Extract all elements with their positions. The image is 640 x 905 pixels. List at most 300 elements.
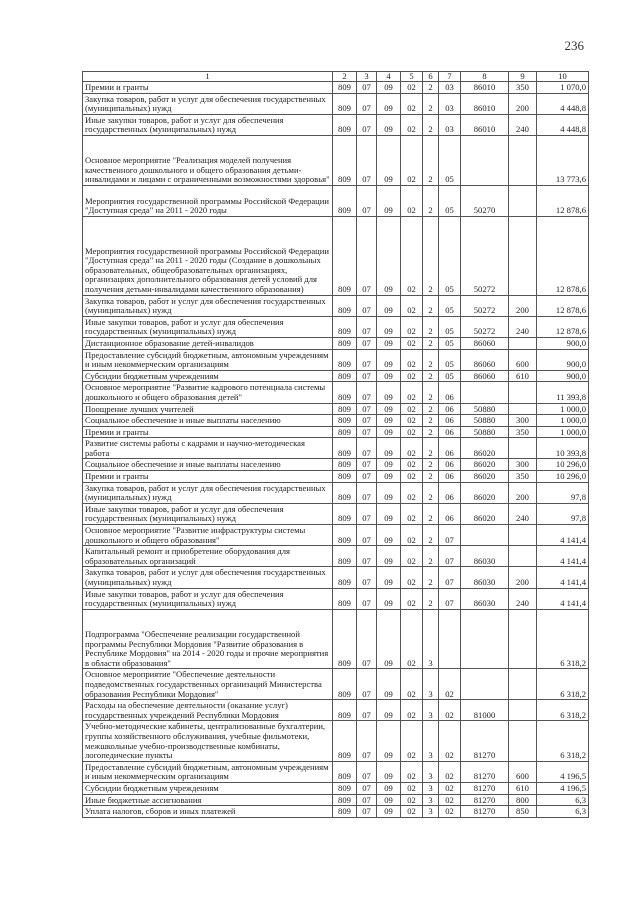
chapter-code: 07: [357, 503, 377, 524]
row-name: Основное мероприятие "Обеспечение деятельности подведомственных государственных организаций Министерства образования Республики Мордовия": [83, 669, 333, 700]
row-name: Развитие системы работы с кадрами и научно-методическая работа: [83, 438, 333, 459]
event-code: 02: [439, 700, 461, 721]
amount: 12 878,6: [537, 295, 589, 316]
chapter-code: 07: [357, 114, 377, 135]
event-code: 05: [439, 370, 461, 382]
expense-type-code: 600: [509, 349, 537, 370]
chapter-code: 07: [357, 546, 377, 567]
amount: 10 296,0: [537, 471, 589, 483]
section-code: 809: [333, 471, 357, 483]
expense-type-code: 240: [509, 114, 537, 135]
amount: 6 318,2: [537, 609, 589, 669]
direction-code: 81270: [461, 806, 509, 818]
amount: 1 070,0: [537, 82, 589, 94]
chapter-code: 07: [357, 459, 377, 471]
row-name: Закупка товаров, работ и услуг для обеспечения государственных (муниципальных) нужд: [83, 482, 333, 503]
subprogram-code: 2: [423, 382, 439, 403]
amount: 13 773,6: [537, 135, 589, 185]
table-row: [83, 482, 589, 503]
event-code: 05: [439, 216, 461, 295]
event-code: 07: [439, 525, 461, 546]
direction-code: 86010: [461, 93, 509, 114]
row-name: Расходы на обеспечение деятельности (оказание услуг) государственных учреждений Республики Мордовия: [83, 700, 333, 721]
direction-code: 86060: [461, 337, 509, 349]
expense-type-code: [509, 382, 537, 403]
subprogram-code: 2: [423, 93, 439, 114]
expense-type-code: [509, 403, 537, 415]
subsection-code: 09: [377, 114, 401, 135]
event-code: 06: [439, 382, 461, 403]
program-code: 02: [401, 459, 423, 471]
amount: 12 878,6: [537, 316, 589, 337]
row-name: Основное мероприятие "Реализация моделей получения качественного дошкольного и общего образования детьми-инвалидами и лицами с ограниченными возможностями здоровья": [83, 135, 333, 185]
chapter-code: 07: [357, 337, 377, 349]
subprogram-code: 3: [423, 794, 439, 806]
subsection-code: 09: [377, 93, 401, 114]
event-code: 02: [439, 669, 461, 700]
program-code: 02: [401, 546, 423, 567]
expense-type-code: 350: [509, 426, 537, 438]
subsection-code: 09: [377, 471, 401, 483]
column-header-5: 5: [401, 72, 423, 82]
row-name: Социальное обеспечение и иные выплаты населению: [83, 415, 333, 427]
direction-code: [461, 382, 509, 403]
amount: 97,8: [537, 503, 589, 524]
event-code: 06: [439, 403, 461, 415]
program-code: 02: [401, 782, 423, 794]
expense-type-code: 350: [509, 471, 537, 483]
section-code: 809: [333, 426, 357, 438]
event-code: 03: [439, 82, 461, 94]
row-name: Премии и гранты: [83, 471, 333, 483]
section-code: 809: [333, 700, 357, 721]
event-code: 05: [439, 135, 461, 185]
subsection-code: 09: [377, 609, 401, 669]
amount: 900,0: [537, 349, 589, 370]
direction-code: 50272: [461, 316, 509, 337]
row-name: Дистанционное образование детей-инвалидов: [83, 337, 333, 349]
direction-code: 50880: [461, 426, 509, 438]
direction-code: 86030: [461, 588, 509, 609]
program-code: 02: [401, 438, 423, 459]
row-name: Закупка товаров, работ и услуг для обеспечения государственных (муниципальных) нужд: [83, 93, 333, 114]
row-name: Субсидии бюджетным учреждениям: [83, 370, 333, 382]
row-name: Иные закупки товаров, работ и услуг для обеспечения государственных (муниципальных) нужд: [83, 316, 333, 337]
column-header-4: 4: [377, 72, 401, 82]
program-code: 02: [401, 669, 423, 700]
program-code: 02: [401, 567, 423, 588]
row-name: Поощрение лучших учителей: [83, 403, 333, 415]
direction-code: 86020: [461, 471, 509, 483]
direction-code: 81270: [461, 782, 509, 794]
program-code: 02: [401, 471, 423, 483]
program-code: 02: [401, 525, 423, 546]
expense-type-code: [509, 185, 537, 216]
direction-code: 86020: [461, 459, 509, 471]
table-row: [83, 114, 589, 135]
section-code: 809: [333, 609, 357, 669]
expense-type-code: 240: [509, 588, 537, 609]
table-row: [83, 525, 589, 546]
subprogram-code: 3: [423, 806, 439, 818]
program-code: 02: [401, 370, 423, 382]
subprogram-code: 2: [423, 185, 439, 216]
amount: 4 196,5: [537, 761, 589, 782]
section-code: 809: [333, 806, 357, 818]
table-row: [83, 438, 589, 459]
row-name: Иные закупки товаров, работ и услуг для обеспечения государственных (муниципальных) нужд: [83, 503, 333, 524]
section-code: 809: [333, 669, 357, 700]
section-code: 809: [333, 438, 357, 459]
chapter-code: 07: [357, 438, 377, 459]
table-row: [83, 806, 589, 818]
chapter-code: 07: [357, 588, 377, 609]
chapter-code: 07: [357, 382, 377, 403]
expense-type-code: [509, 669, 537, 700]
column-header-10: 10: [537, 72, 589, 82]
row-name: Уплата налогов, сборов и иных платежей: [83, 806, 333, 818]
subsection-code: 09: [377, 459, 401, 471]
table-row: [83, 370, 589, 382]
table-row: [83, 794, 589, 806]
direction-code: 50880: [461, 415, 509, 427]
section-code: 809: [333, 525, 357, 546]
direction-code: 50880: [461, 403, 509, 415]
table-row: [83, 471, 589, 483]
direction-code: [461, 135, 509, 185]
amount: 4 141,4: [537, 567, 589, 588]
chapter-code: 07: [357, 295, 377, 316]
program-code: 02: [401, 337, 423, 349]
row-name: Подпрограмма "Обеспечение реализации государственной программы Республики Мордовия "Развитие образования в Республике Мордовия" на 2014 - 2020 годы и прочие мероприятия в области образования": [83, 609, 333, 669]
section-code: 809: [333, 114, 357, 135]
table-row: [83, 609, 589, 669]
chapter-code: 07: [357, 216, 377, 295]
event-code: 02: [439, 761, 461, 782]
column-header-3: 3: [357, 72, 377, 82]
chapter-code: 07: [357, 525, 377, 546]
chapter-code: 07: [357, 669, 377, 700]
table-row: [83, 782, 589, 794]
direction-code: [461, 669, 509, 700]
subsection-code: 09: [377, 185, 401, 216]
direction-code: 81270: [461, 721, 509, 761]
section-code: 809: [333, 415, 357, 427]
table-row: [83, 588, 589, 609]
expense-type-code: 800: [509, 794, 537, 806]
program-code: 02: [401, 761, 423, 782]
row-name: Учебно-методические кабинеты, централизованные бухгалтерии, группы хозяйственного обслуживания, учебные фильмотеки, межшкольные учебно-производственные комбинаты, логопедические пункты: [83, 721, 333, 761]
section-code: 809: [333, 337, 357, 349]
program-code: 02: [401, 609, 423, 669]
row-name: Закупка товаров, работ и услуг для обеспечения государственных (муниципальных) нужд: [83, 295, 333, 316]
row-name: Премии и гранты: [83, 82, 333, 94]
subprogram-code: 2: [423, 588, 439, 609]
table-row: [83, 721, 589, 761]
amount: 6 318,2: [537, 700, 589, 721]
table-row: [83, 459, 589, 471]
event-code: 03: [439, 93, 461, 114]
direction-code: 86020: [461, 503, 509, 524]
subprogram-code: 2: [423, 438, 439, 459]
program-code: 02: [401, 482, 423, 503]
program-code: 02: [401, 216, 423, 295]
subprogram-code: 2: [423, 567, 439, 588]
event-code: [439, 609, 461, 669]
section-code: 809: [333, 295, 357, 316]
section-code: 809: [333, 82, 357, 94]
subsection-code: 09: [377, 721, 401, 761]
chapter-code: 07: [357, 82, 377, 94]
program-code: 02: [401, 806, 423, 818]
table-row: [83, 316, 589, 337]
section-code: 809: [333, 782, 357, 794]
event-code: 02: [439, 721, 461, 761]
amount: 6 318,2: [537, 721, 589, 761]
expense-type-code: 200: [509, 93, 537, 114]
subsection-code: 09: [377, 525, 401, 546]
subsection-code: 09: [377, 503, 401, 524]
expense-type-code: [509, 135, 537, 185]
chapter-code: 07: [357, 316, 377, 337]
column-header-8: 8: [461, 72, 509, 82]
subprogram-code: 3: [423, 721, 439, 761]
subsection-code: 09: [377, 782, 401, 794]
program-code: 02: [401, 185, 423, 216]
chapter-code: 07: [357, 721, 377, 761]
direction-code: 86010: [461, 114, 509, 135]
subprogram-code: 2: [423, 426, 439, 438]
section-code: 809: [333, 503, 357, 524]
subsection-code: 09: [377, 349, 401, 370]
subprogram-code: 3: [423, 669, 439, 700]
table-row: [83, 503, 589, 524]
row-name: Предоставление субсидий бюджетным, автономным учреждениям и иным некоммерческим организациям: [83, 761, 333, 782]
section-code: 809: [333, 794, 357, 806]
amount: 97,8: [537, 482, 589, 503]
subsection-code: 09: [377, 370, 401, 382]
event-code: 05: [439, 295, 461, 316]
column-header-6: 6: [423, 72, 439, 82]
program-code: 02: [401, 295, 423, 316]
amount: 11 393,8: [537, 382, 589, 403]
expense-type-code: [509, 609, 537, 669]
direction-code: 86030: [461, 546, 509, 567]
row-name: Предоставление субсидий бюджетным, автономным учреждениям и иным некоммерческим организациям: [83, 349, 333, 370]
budget-table: [82, 71, 589, 818]
chapter-code: 07: [357, 782, 377, 794]
event-code: 07: [439, 546, 461, 567]
amount: 1 000,0: [537, 415, 589, 427]
expense-type-code: 600: [509, 761, 537, 782]
section-code: 809: [333, 316, 357, 337]
chapter-code: 07: [357, 761, 377, 782]
subsection-code: 09: [377, 700, 401, 721]
expense-type-code: [509, 337, 537, 349]
expense-type-code: [509, 700, 537, 721]
program-code: 02: [401, 794, 423, 806]
event-code: 06: [439, 459, 461, 471]
table-row: [83, 382, 589, 403]
section-code: 809: [333, 721, 357, 761]
direction-code: 86060: [461, 370, 509, 382]
amount: 900,0: [537, 370, 589, 382]
direction-code: 86020: [461, 438, 509, 459]
row-name: Субсидии бюджетным учреждениям: [83, 782, 333, 794]
column-header-2: 2: [333, 72, 357, 82]
expense-type-code: 610: [509, 782, 537, 794]
program-code: 02: [401, 403, 423, 415]
program-code: 02: [401, 82, 423, 94]
direction-code: 86010: [461, 82, 509, 94]
event-code: 05: [439, 337, 461, 349]
table-row: [83, 700, 589, 721]
subsection-code: 09: [377, 403, 401, 415]
section-code: 809: [333, 349, 357, 370]
row-name: Закупка товаров, работ и услуг для обеспечения государственных (муниципальных) нужд: [83, 567, 333, 588]
table-row: [83, 761, 589, 782]
subsection-code: 09: [377, 82, 401, 94]
subprogram-code: 3: [423, 700, 439, 721]
section-code: 809: [333, 546, 357, 567]
subprogram-code: 2: [423, 295, 439, 316]
expense-type-code: 300: [509, 459, 537, 471]
row-name: Иные закупки товаров, работ и услуг для обеспечения государственных (муниципальных) нужд: [83, 588, 333, 609]
subprogram-code: 2: [423, 349, 439, 370]
program-code: 02: [401, 135, 423, 185]
direction-code: [461, 525, 509, 546]
section-code: 809: [333, 459, 357, 471]
subsection-code: 09: [377, 426, 401, 438]
subsection-code: 09: [377, 135, 401, 185]
section-code: 809: [333, 135, 357, 185]
section-code: 809: [333, 761, 357, 782]
program-code: 02: [401, 316, 423, 337]
subsection-code: 09: [377, 316, 401, 337]
subprogram-code: 3: [423, 782, 439, 794]
event-code: 07: [439, 567, 461, 588]
chapter-code: 07: [357, 794, 377, 806]
row-name: Премии и гранты: [83, 426, 333, 438]
subsection-code: 09: [377, 415, 401, 427]
table-row: [83, 93, 589, 114]
program-code: 02: [401, 700, 423, 721]
subprogram-code: 3: [423, 609, 439, 669]
table-row: [83, 567, 589, 588]
chapter-code: 07: [357, 567, 377, 588]
chapter-code: 07: [357, 370, 377, 382]
chapter-code: 07: [357, 415, 377, 427]
column-header-7: 7: [439, 72, 461, 82]
row-name: Иные бюджетные ассигнования: [83, 794, 333, 806]
chapter-code: 07: [357, 609, 377, 669]
chapter-code: 07: [357, 135, 377, 185]
table-row: [83, 295, 589, 316]
direction-code: 50270: [461, 185, 509, 216]
expense-type-code: 850: [509, 806, 537, 818]
table-row: [83, 185, 589, 216]
subsection-code: 09: [377, 546, 401, 567]
table-row: [83, 403, 589, 415]
subprogram-code: 2: [423, 471, 439, 483]
subsection-code: 09: [377, 295, 401, 316]
table-row: [83, 426, 589, 438]
chapter-code: 07: [357, 349, 377, 370]
amount: 6,3: [537, 806, 589, 818]
table-row: [83, 669, 589, 700]
amount: 4 448,8: [537, 93, 589, 114]
event-code: 02: [439, 806, 461, 818]
expense-type-code: 240: [509, 316, 537, 337]
direction-code: 81270: [461, 761, 509, 782]
subsection-code: 09: [377, 761, 401, 782]
subprogram-code: 2: [423, 135, 439, 185]
chapter-code: 07: [357, 471, 377, 483]
event-code: 06: [439, 438, 461, 459]
subprogram-code: 2: [423, 316, 439, 337]
subsection-code: 09: [377, 669, 401, 700]
program-code: 02: [401, 382, 423, 403]
row-name: Капитальный ремонт и приобретение оборудования для образовательных организаций: [83, 546, 333, 567]
expense-type-code: [509, 216, 537, 295]
amount: 10 393,8: [537, 438, 589, 459]
subprogram-code: 2: [423, 370, 439, 382]
subprogram-code: 2: [423, 114, 439, 135]
event-code: 02: [439, 794, 461, 806]
event-code: 05: [439, 185, 461, 216]
subsection-code: 09: [377, 438, 401, 459]
table-row: [83, 415, 589, 427]
subprogram-code: 2: [423, 216, 439, 295]
column-header-9: 9: [509, 72, 537, 82]
amount: 4 141,4: [537, 546, 589, 567]
amount: 900,0: [537, 337, 589, 349]
table-row: [83, 546, 589, 567]
expense-type-code: 300: [509, 415, 537, 427]
subsection-code: 09: [377, 567, 401, 588]
chapter-code: 07: [357, 403, 377, 415]
direction-code: [461, 609, 509, 669]
row-name: Основное мероприятие "Развитие кадрового потенциала системы дошкольного и общего образования детей": [83, 382, 333, 403]
program-code: 02: [401, 93, 423, 114]
event-code: 06: [439, 482, 461, 503]
chapter-code: 07: [357, 700, 377, 721]
event-code: 07: [439, 588, 461, 609]
subprogram-code: 2: [423, 525, 439, 546]
subprogram-code: 2: [423, 337, 439, 349]
amount: 6,3: [537, 794, 589, 806]
amount: 10 296,0: [537, 459, 589, 471]
amount: 1 000,0: [537, 403, 589, 415]
subprogram-code: 2: [423, 82, 439, 94]
table-header-row: [83, 72, 589, 82]
chapter-code: 07: [357, 185, 377, 216]
row-name: Основное мероприятие "Развитие инфраструктуры системы дошкольного и общего образования": [83, 525, 333, 546]
section-code: 809: [333, 93, 357, 114]
expense-type-code: 240: [509, 503, 537, 524]
amount: 12 878,6: [537, 216, 589, 295]
section-code: 809: [333, 567, 357, 588]
row-name: Мероприятия государственной программы Российской Федерации "Доступная среда" на 2011 - 2020 годы: [83, 185, 333, 216]
event-code: 06: [439, 426, 461, 438]
subsection-code: 09: [377, 382, 401, 403]
chapter-code: 07: [357, 93, 377, 114]
amount: 4 141,4: [537, 588, 589, 609]
section-code: 809: [333, 185, 357, 216]
table-row: [83, 216, 589, 295]
subprogram-code: 2: [423, 482, 439, 503]
subsection-code: 09: [377, 337, 401, 349]
